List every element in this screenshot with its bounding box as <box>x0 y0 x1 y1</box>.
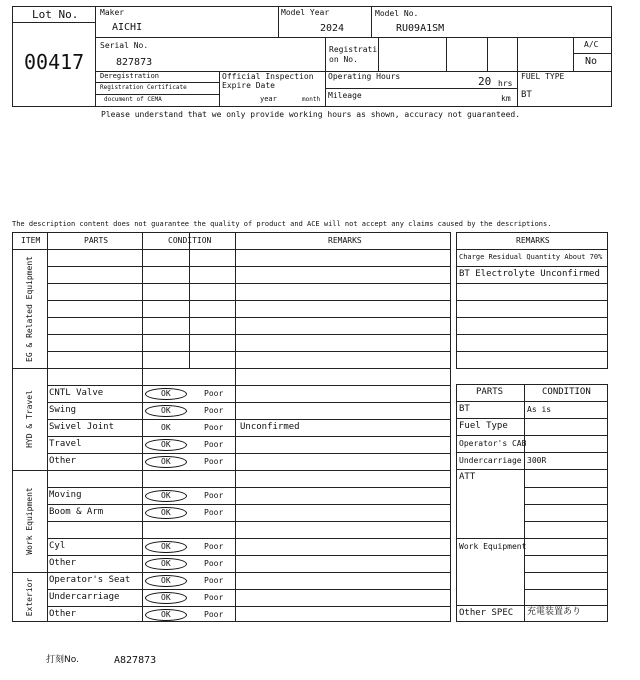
ac-label: A/C <box>584 40 599 49</box>
ok-text: OK <box>161 542 171 551</box>
work-equipment-row: Work Equipment <box>459 542 527 551</box>
month-label: month <box>302 96 321 103</box>
att-row: ATT <box>459 472 476 482</box>
serial-label: Serial No. <box>100 41 149 50</box>
lot-number: 00417 <box>24 50 85 74</box>
ext-row-1: Undercarriage <box>49 592 120 602</box>
ok-text: OK <box>161 389 171 398</box>
hours-notice: Please understand that we only provide working hours as shown, accuracy not guaranteed. <box>101 110 521 119</box>
poor-text: Poor <box>204 593 224 602</box>
parts-header: PARTS <box>476 387 504 397</box>
col-remarks: REMARKS <box>328 236 362 245</box>
poor-text: Poor <box>204 491 224 500</box>
undercarriage-row: Undercarriage <box>459 456 522 465</box>
hyd-row-3: Travel <box>49 439 82 449</box>
section-hyd: HYD & Travel <box>25 390 34 448</box>
fuel-type-row: Fuel Type <box>459 421 508 431</box>
remarks-header: REMARKS <box>516 236 550 245</box>
maker-label: Maker <box>100 8 125 17</box>
stamp-label: 打刻No. <box>46 655 79 665</box>
poor-text: Poor <box>204 457 224 466</box>
model-no-label: Model No. <box>375 9 419 18</box>
ok-text: OK <box>161 508 171 517</box>
condition-header: CONDITION <box>542 387 591 397</box>
poor-text: Poor <box>204 508 224 517</box>
poor-text: Poor <box>204 389 224 398</box>
other-spec-row: Other SPEC <box>459 608 514 618</box>
swivel-remark: Unconfirmed <box>240 422 300 432</box>
hyd-row-4: Other <box>49 456 77 466</box>
stamp-value: A827873 <box>114 655 157 666</box>
col-parts: PARTS <box>84 236 109 245</box>
deregistration-label: Deregistration <box>100 72 160 80</box>
ok-text: OK <box>161 440 171 449</box>
ok-text: OK <box>161 406 171 415</box>
col-item: ITEM <box>21 236 41 245</box>
ac-value: No <box>585 56 598 67</box>
inspection-label: Official Inspection Expire Date <box>222 72 314 90</box>
section-exterior: Exterior <box>25 577 34 617</box>
registration-label: Registrati on No. <box>329 45 378 64</box>
model-year-label: Model Year <box>281 8 330 17</box>
bt-value: As is <box>527 405 552 414</box>
ok-text: OK <box>161 491 171 500</box>
bt-remark: BT Electrolyte Unconfirmed <box>459 269 600 279</box>
model-no-value: RU09A1SM <box>396 23 445 34</box>
ok-text: OK <box>161 576 171 585</box>
year-label: year <box>260 95 277 103</box>
poor-text: Poor <box>204 440 224 449</box>
work-row-0: Moving <box>49 490 82 500</box>
ext-row-0: Operator's Seat <box>49 575 131 585</box>
reg-cert-label: Registration Certificate <box>100 84 187 91</box>
ok-text: OK <box>161 559 171 568</box>
lot-label: Lot No. <box>32 8 79 21</box>
col-condition: CONDITION <box>168 236 212 245</box>
model-year-value: 2024 <box>320 23 345 34</box>
poor-text: Poor <box>204 542 224 551</box>
fuel-type-value: BT <box>521 90 532 100</box>
ok-text: OK <box>161 593 171 602</box>
ok-text: OK <box>161 610 171 619</box>
charge-remark: Charge Residual Quantity About 70% <box>459 253 603 261</box>
section-work: Work Equipment <box>25 487 34 555</box>
work-row-2: Cyl <box>49 541 66 551</box>
ok-text: OK <box>161 423 171 432</box>
hyd-row-2: Swivel Joint <box>49 422 115 432</box>
work-row-1: Boom & Arm <box>49 507 104 517</box>
poor-text: Poor <box>204 610 224 619</box>
other-spec-value: 充電装置あり <box>527 607 582 617</box>
disclaimer-text: The description content does not guarantee the quality of product and ACE will not accept any claims caused by the descriptions. <box>12 220 552 228</box>
operators-cab-row: Operator's CAB <box>459 439 527 448</box>
km-label: km <box>501 94 511 103</box>
hrs-label: hrs <box>498 79 513 88</box>
hyd-row-1: Swing <box>49 405 77 415</box>
cema-label: document of CEMA <box>104 96 162 103</box>
operating-hours-value: 20 <box>478 75 492 88</box>
bt-label: BT <box>459 404 470 414</box>
serial-value: 827873 <box>116 57 153 68</box>
operating-hours-label: Operating Hours <box>328 72 401 81</box>
poor-text: Poor <box>204 576 224 585</box>
maker-value: AICHI <box>112 22 143 33</box>
mileage-label: Mileage <box>328 91 362 100</box>
parts-condition-box <box>456 384 608 622</box>
hyd-row-0: CNTL Valve <box>49 388 104 398</box>
poor-text: Poor <box>204 423 224 432</box>
poor-text: Poor <box>204 559 224 568</box>
ok-text: OK <box>161 457 171 466</box>
undercarriage-value: 300R <box>527 456 547 465</box>
work-row-3: Other <box>49 558 77 568</box>
section-eg: EG & Related Equipment <box>25 256 34 362</box>
ext-row-2: Other <box>49 609 77 619</box>
poor-text: Poor <box>204 406 224 415</box>
fuel-type-label: FUEL TYPE <box>521 72 565 81</box>
